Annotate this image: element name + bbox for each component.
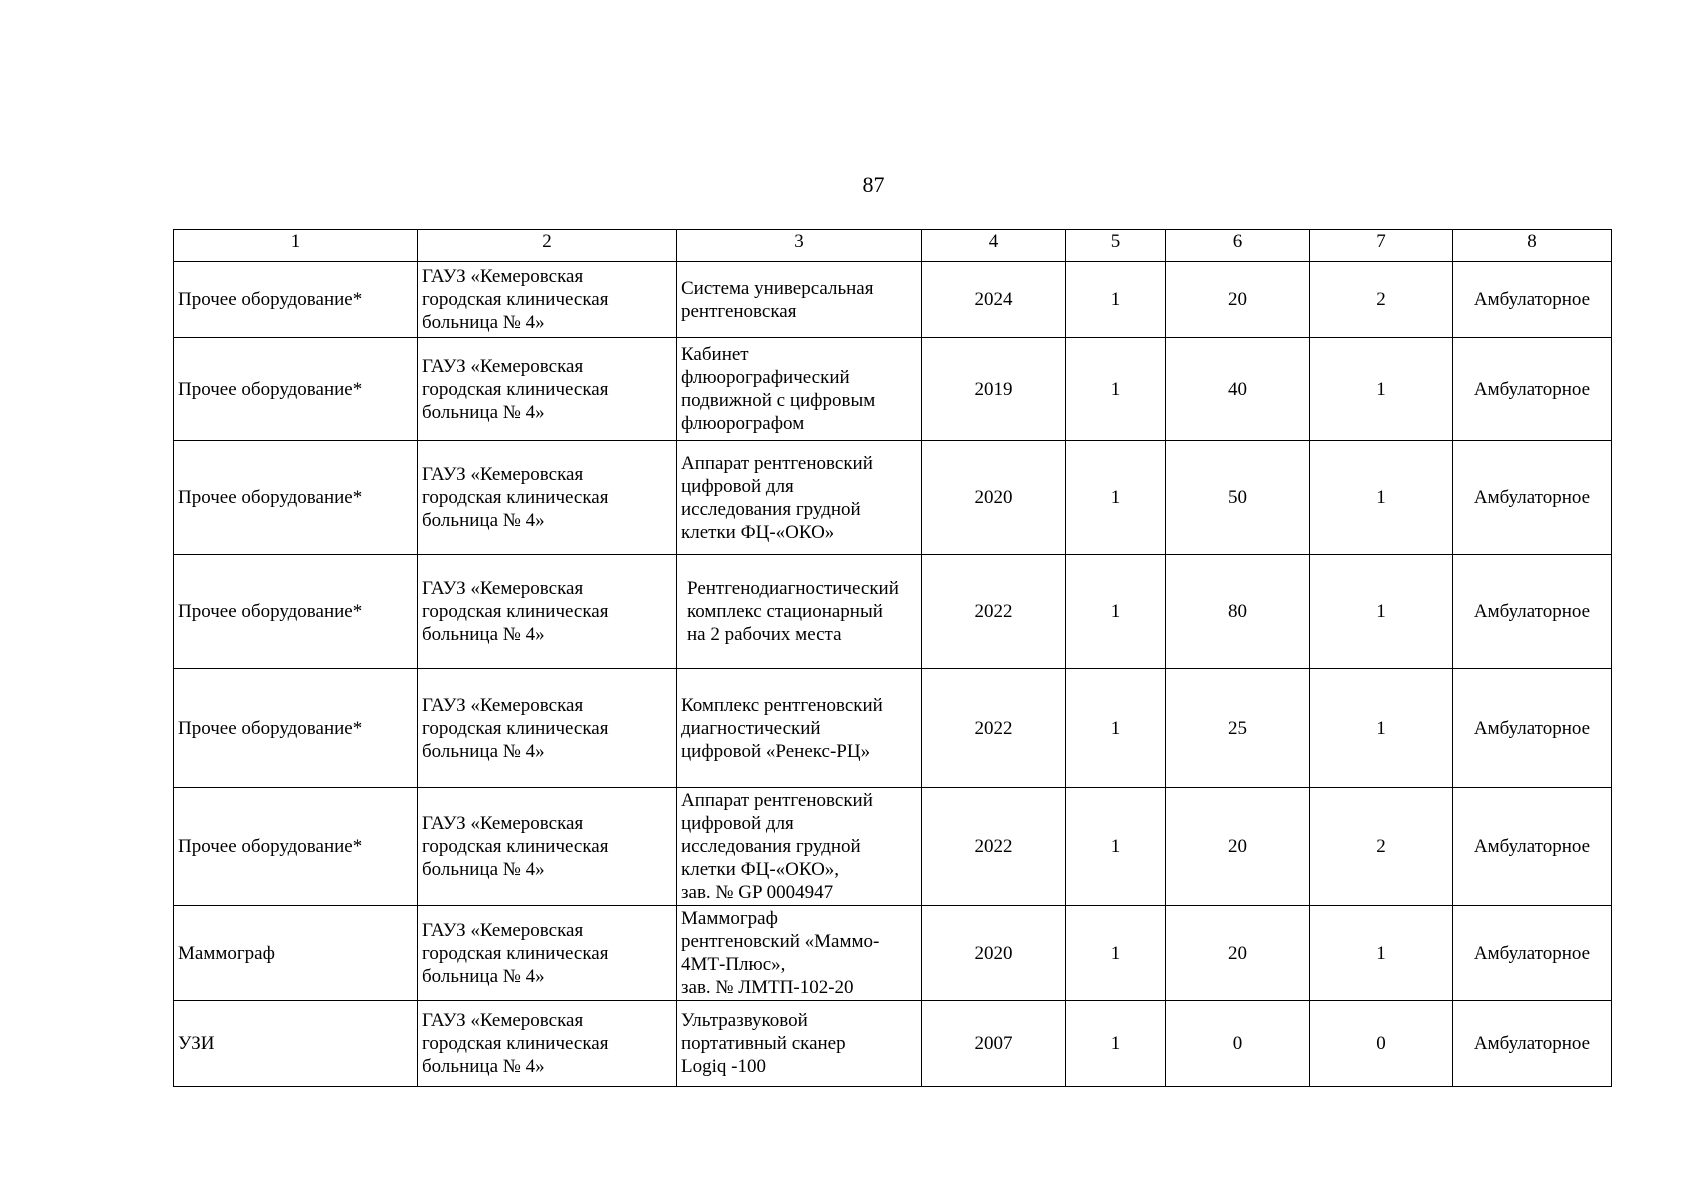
equipment-type-cell: Прочее оборудование* bbox=[174, 669, 418, 788]
organization-cell bbox=[418, 669, 677, 788]
cell-line: подвижной с цифровым bbox=[681, 390, 876, 411]
cell-line: ГАУЗ «Кемеровская bbox=[422, 813, 584, 834]
cell-line: городская клиническая bbox=[422, 378, 609, 400]
cell-line: ГАУЗ «Кемеровская bbox=[422, 266, 584, 287]
care-type-cell: Амбулаторное bbox=[1453, 555, 1612, 669]
cell-line: рентгеновский «Маммо- bbox=[681, 931, 880, 952]
organization-cell bbox=[418, 1001, 677, 1087]
equipment-type-cell: Прочее оборудование* bbox=[174, 555, 418, 669]
cell-line: портативный сканер bbox=[681, 1033, 846, 1054]
care-type-cell: Амбулаторное bbox=[1453, 788, 1612, 906]
quantity-cell: 1 bbox=[1066, 441, 1166, 555]
cell-line: городская клиническая bbox=[422, 289, 609, 310]
shifts-cell: 1 bbox=[1310, 555, 1453, 669]
table-row bbox=[174, 441, 1612, 555]
year-cell: 2007 bbox=[922, 1001, 1066, 1087]
cell-line: ГАУЗ «Кемеровская bbox=[422, 355, 584, 377]
cell-line: флюорографический bbox=[681, 367, 850, 388]
cell-line: зав. № ЛМТП-102-20 bbox=[681, 977, 854, 998]
cell-line: больница № 4» bbox=[422, 401, 545, 423]
column-number: 5 bbox=[1066, 230, 1166, 262]
cell-line: Система универсальная bbox=[681, 277, 874, 299]
shifts-cell: 1 bbox=[1310, 669, 1453, 788]
cell-line: больница № 4» bbox=[422, 1056, 545, 1077]
care-type-cell: Амбулаторное bbox=[1453, 906, 1612, 1001]
care-type-cell: Амбулаторное bbox=[1453, 262, 1612, 338]
organization-cell bbox=[418, 788, 677, 906]
cell-line: цифровой для bbox=[681, 813, 794, 834]
care-type-cell: Амбулаторное bbox=[1453, 338, 1612, 441]
cell-line: ГАУЗ «Кемеровская bbox=[422, 694, 584, 716]
cell-line: исследования грудной bbox=[681, 498, 861, 520]
organization-cell bbox=[418, 338, 677, 441]
shifts-cell: 1 bbox=[1310, 441, 1453, 555]
cell-line: больница № 4» bbox=[422, 965, 545, 987]
equipment-type-cell: Маммограф bbox=[174, 906, 418, 1001]
organization-cell bbox=[418, 441, 677, 555]
cell-line: Аппарат рентгеновский bbox=[681, 452, 873, 474]
wear-cell: 20 bbox=[1166, 262, 1310, 338]
quantity-cell: 1 bbox=[1066, 906, 1166, 1001]
year-cell: 2022 bbox=[922, 788, 1066, 906]
cell-line: Комплекс рентгеновский bbox=[681, 694, 883, 716]
column-number: 1 bbox=[174, 230, 418, 262]
year-cell: 2022 bbox=[922, 669, 1066, 788]
cell-line: на 2 рабочих места bbox=[687, 624, 842, 645]
table-header-row bbox=[174, 230, 1612, 262]
cell-line: больница № 4» bbox=[422, 859, 545, 880]
table-row bbox=[174, 338, 1612, 441]
cell-line: цифровой для bbox=[681, 475, 794, 497]
quantity-cell: 1 bbox=[1066, 788, 1166, 906]
cell-line: цифровой «Ренекс-РЦ» bbox=[681, 740, 871, 762]
column-number: 7 bbox=[1310, 230, 1453, 262]
column-number: 4 bbox=[922, 230, 1066, 262]
cell-line: ГАУЗ «Кемеровская bbox=[422, 578, 584, 599]
column-number: 6 bbox=[1166, 230, 1310, 262]
equipment-name-cell bbox=[677, 669, 922, 788]
cell-line: ГАУЗ «Кемеровская bbox=[422, 919, 584, 941]
wear-cell: 40 bbox=[1166, 338, 1310, 441]
cell-line: больница № 4» bbox=[422, 624, 545, 645]
table-row bbox=[174, 788, 1612, 906]
table-row bbox=[174, 669, 1612, 788]
organization-cell bbox=[418, 262, 677, 338]
quantity-cell: 1 bbox=[1066, 1001, 1166, 1087]
year-cell: 2020 bbox=[922, 441, 1066, 555]
cell-line: клетки ФЦ-«ОКО», bbox=[681, 859, 840, 880]
cell-line: Logiq -100 bbox=[681, 1056, 766, 1077]
cell-line: флюорографом bbox=[681, 413, 805, 434]
equipment-type-cell: Прочее оборудование* bbox=[174, 441, 418, 555]
equipment-table bbox=[173, 229, 1612, 1087]
quantity-cell: 1 bbox=[1066, 262, 1166, 338]
equipment-type-cell: Прочее оборудование* bbox=[174, 788, 418, 906]
table-row bbox=[174, 906, 1612, 1001]
table-row bbox=[174, 262, 1612, 338]
equipment-type-cell: УЗИ bbox=[174, 1001, 418, 1087]
quantity-cell: 1 bbox=[1066, 669, 1166, 788]
equipment-name-cell bbox=[677, 906, 922, 1001]
column-number: 8 bbox=[1453, 230, 1612, 262]
cell-line: зав. № GP 0004947 bbox=[681, 882, 834, 903]
cell-line: диагностический bbox=[681, 717, 821, 739]
equipment-name-cell bbox=[677, 1001, 922, 1087]
equipment-type-cell: Прочее оборудование* bbox=[174, 338, 418, 441]
wear-cell: 80 bbox=[1166, 555, 1310, 669]
column-number: 3 bbox=[677, 230, 922, 262]
wear-cell: 25 bbox=[1166, 669, 1310, 788]
cell-line: больница № 4» bbox=[422, 312, 545, 333]
cell-line: больница № 4» bbox=[422, 740, 545, 762]
cell-line: комплекс стационарный bbox=[687, 601, 883, 622]
shifts-cell: 1 bbox=[1310, 906, 1453, 1001]
cell-line: клетки ФЦ-«ОКО» bbox=[681, 521, 835, 543]
equipment-name-cell bbox=[677, 338, 922, 441]
equipment-type-cell: Прочее оборудование* bbox=[174, 262, 418, 338]
cell-line: городская клиническая bbox=[422, 487, 609, 508]
cell-line: 4МТ-Плюс», bbox=[681, 954, 786, 975]
wear-cell: 20 bbox=[1166, 906, 1310, 1001]
year-cell: 2024 bbox=[922, 262, 1066, 338]
cell-line: ГАУЗ «Кемеровская bbox=[422, 464, 584, 485]
cell-line: городская клиническая bbox=[422, 1033, 609, 1054]
organization-cell bbox=[418, 906, 677, 1001]
cell-line: городская клиническая bbox=[422, 717, 609, 739]
cell-line: Ультразвуковой bbox=[681, 1010, 808, 1031]
cell-line: Рентгенодиагностический bbox=[687, 578, 899, 599]
cell-line: городская клиническая bbox=[422, 836, 609, 857]
care-type-cell: Амбулаторное bbox=[1453, 669, 1612, 788]
wear-cell: 20 bbox=[1166, 788, 1310, 906]
equipment-name-cell bbox=[677, 441, 922, 555]
equipment-name-cell bbox=[677, 788, 922, 906]
cell-line: Кабинет bbox=[681, 344, 749, 365]
table-row bbox=[174, 555, 1612, 669]
cell-line: Аппарат рентгеновский bbox=[681, 790, 873, 811]
care-type-cell: Амбулаторное bbox=[1453, 441, 1612, 555]
cell-line: городская клиническая bbox=[422, 601, 609, 622]
year-cell: 2022 bbox=[922, 555, 1066, 669]
year-cell: 2019 bbox=[922, 338, 1066, 441]
column-number: 2 bbox=[418, 230, 677, 262]
care-type-cell: Амбулаторное bbox=[1453, 1001, 1612, 1087]
equipment-name-cell bbox=[677, 262, 922, 338]
wear-cell: 50 bbox=[1166, 441, 1310, 555]
page-number: 87 bbox=[862, 172, 885, 197]
year-cell: 2020 bbox=[922, 906, 1066, 1001]
quantity-cell: 1 bbox=[1066, 555, 1166, 669]
cell-line: ГАУЗ «Кемеровская bbox=[422, 1010, 584, 1031]
shifts-cell: 2 bbox=[1310, 262, 1453, 338]
organization-cell bbox=[418, 555, 677, 669]
cell-line: рентгеновская bbox=[681, 300, 797, 322]
cell-line: Маммограф bbox=[681, 908, 778, 929]
shifts-cell: 2 bbox=[1310, 788, 1453, 906]
equipment-name-cell bbox=[677, 555, 922, 669]
wear-cell: 0 bbox=[1166, 1001, 1310, 1087]
cell-line: больница № 4» bbox=[422, 510, 545, 531]
cell-line: городская клиническая bbox=[422, 942, 609, 964]
shifts-cell: 0 bbox=[1310, 1001, 1453, 1087]
cell-line: исследования грудной bbox=[681, 836, 861, 857]
shifts-cell: 1 bbox=[1310, 338, 1453, 441]
table-row bbox=[174, 1001, 1612, 1087]
quantity-cell: 1 bbox=[1066, 338, 1166, 441]
